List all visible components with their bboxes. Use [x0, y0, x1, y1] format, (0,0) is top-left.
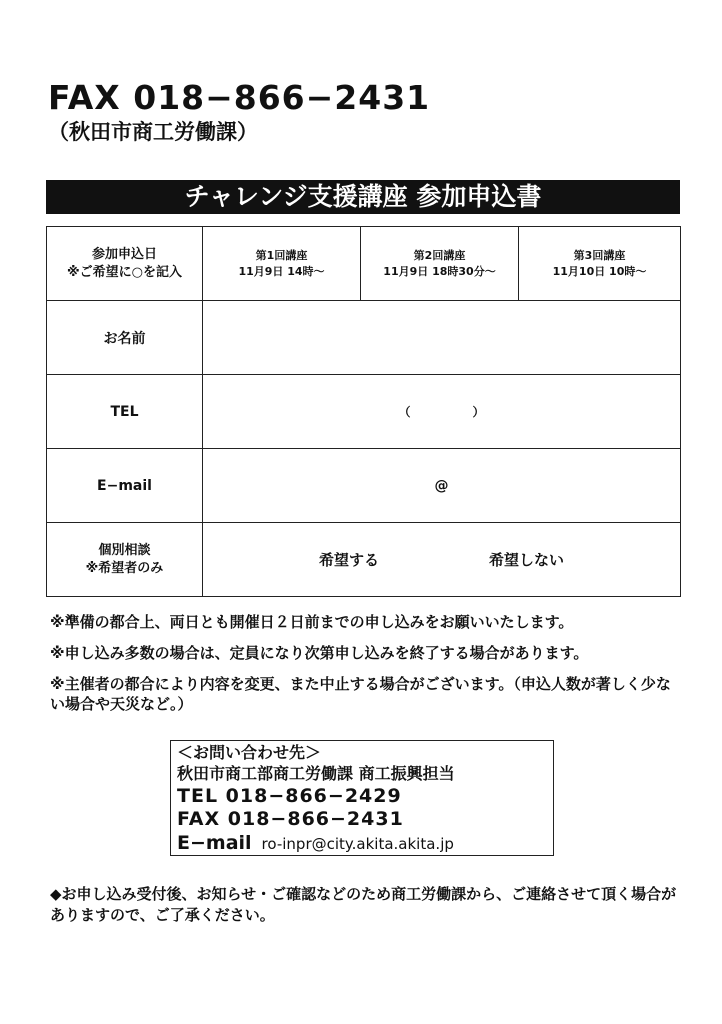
application-form-table — [46, 226, 681, 597]
name-label: お名前 — [47, 301, 203, 375]
session-2-title: 第2回講座 — [413, 248, 466, 262]
name-field[interactable] — [203, 301, 681, 375]
session-2-cell[interactable] — [361, 227, 519, 301]
email-row — [47, 449, 681, 523]
notes-section — [50, 612, 680, 725]
contact-email-line — [177, 831, 553, 856]
date-label: 参加申込日 — [91, 246, 157, 262]
fax-number-title: FAX 018−866−2431 — [48, 78, 431, 117]
consult-row — [47, 523, 681, 597]
date-label-cell — [47, 227, 203, 301]
email-field[interactable] — [203, 449, 681, 523]
note-changes: ※主催者の都合により内容を変更、また中止する場合がございます。（申込人数が著しく少ない場合や天災など。） — [50, 675, 671, 713]
note-deadline: ※準備の都合上、両日とも開催日２日前までの申し込みをお願いいたします。 — [50, 613, 574, 631]
tel-area-close: ） — [472, 405, 485, 419]
consult-no-option[interactable]: 希望しない — [489, 551, 565, 569]
contact-email-address[interactable]: ro-inpr@city.akita.akita.jp — [261, 835, 454, 853]
consult-yes-option[interactable]: 希望する — [318, 551, 379, 569]
tel-area-open: （ — [398, 405, 411, 419]
email-at-sign: @ — [434, 477, 449, 494]
session-3-title: 第3回講座 — [573, 248, 626, 262]
session-2-datetime: 11月9日 18時30分〜 — [383, 264, 496, 278]
consult-choice-cell — [203, 523, 681, 597]
note-capacity: ※申し込み多数の場合は、定員になり次第申し込みを終了する場合があります。 — [50, 644, 589, 662]
tel-field[interactable] — [203, 375, 681, 449]
form-title-banner: チャレンジ支援講座 参加申込書 — [46, 180, 680, 214]
name-row — [47, 301, 681, 375]
date-row — [47, 227, 681, 301]
consult-label-note: ※希望者のみ — [85, 560, 164, 576]
contact-fax: FAX 018−866−2431 — [177, 808, 404, 830]
email-label: E−mail — [47, 449, 203, 523]
session-1-title: 第1回講座 — [255, 248, 308, 262]
tel-row — [47, 375, 681, 449]
date-label-note: ※ご希望に○を記入 — [67, 264, 182, 280]
contact-email-label: E−mail — [177, 832, 252, 854]
consult-label-cell — [47, 523, 203, 597]
consult-label: 個別相談 — [98, 542, 151, 558]
session-1-cell[interactable] — [203, 227, 361, 301]
contact-tel: TEL 018−866−2429 — [177, 785, 402, 807]
fax-recipient: （秋田市商工労働課） — [48, 120, 258, 144]
contact-box — [170, 740, 554, 856]
contact-department: 秋田市商工部商工労働課 商工振興担当 — [177, 764, 455, 783]
session-3-datetime: 11月10日 10時〜 — [552, 264, 647, 278]
tel-label: TEL — [47, 375, 203, 449]
footer-note: ◆お申し込み受付後、お知らせ・ご確認などのため商工労働課から、ご連絡させて頂く場合がありますので、ご了承ください。 — [50, 885, 677, 924]
session-1-datetime: 11月9日 14時〜 — [238, 264, 325, 278]
contact-heading: ＜お問い合わせ先＞ — [177, 743, 322, 762]
session-3-cell[interactable] — [519, 227, 681, 301]
